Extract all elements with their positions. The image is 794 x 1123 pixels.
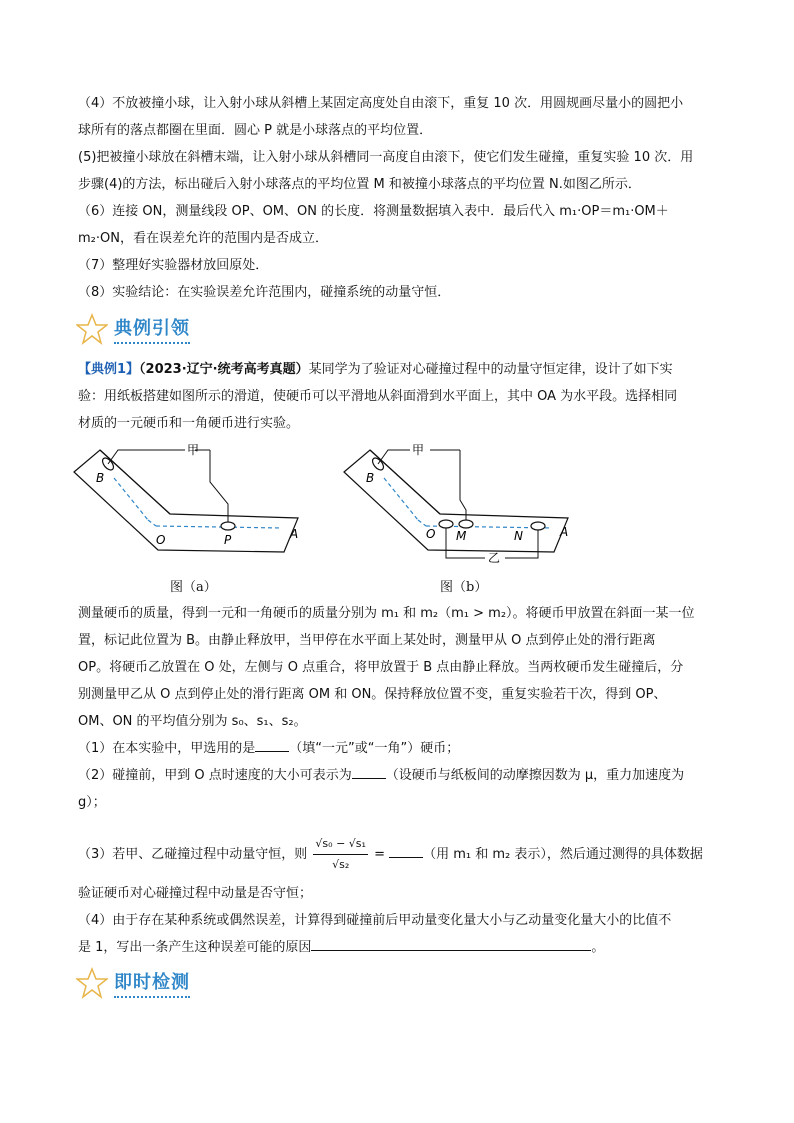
body-line: 别测量甲乙从 O 点到停止处的滑行距离 OM 和 ON。保持释放位置不变，重复实验若干次，得到 OP、 (78, 687, 667, 702)
body-line: 置，标记此位置为 B。由静止释放甲，当甲停在水平面上某处时，测量甲从 O 点到停止处的滑行距离 (78, 633, 656, 648)
answer-blank[interactable] (352, 764, 386, 779)
figure-label: A (290, 527, 299, 541)
answer-blank[interactable] (255, 737, 289, 752)
step-line: （8）实验结论：在实验误差允许范围内，碰撞系统的动量守恒． (78, 285, 451, 300)
step-line: 球所有的落点都圈在里面．圆心 P 就是小球落点的平均位置． (78, 123, 433, 138)
answer-blank[interactable] (311, 936, 591, 951)
example-intro (78, 356, 718, 437)
question-4: （4）由于存在某种系统或偶然误差，计算得到碰撞前后甲动量变化量大小与乙动量变化量大小的比值不 (78, 913, 672, 928)
step-line: 步骤(4)的方法，标出碰后入射小球落点的平均位置 M 和被撞小球落点的平均位置 N.如图乙所示． (78, 177, 641, 192)
intro-text: 验：用纸板搭建如图所示的滑道，使硬币可以平滑地从斜面滑到水平面上，其中 OA 为水平段。选择相同 (78, 389, 678, 404)
answer-blank[interactable] (389, 843, 423, 858)
figure-label: B (366, 471, 375, 485)
step-line: （6）连接 ON，测量线段 OP、OM、ON 的长度．将测量数据填入表中．最后代入 m₁·OP＝m₁·OM＋ (78, 204, 669, 219)
question-2-cont: g）； (78, 795, 106, 810)
figure-label: M (456, 529, 467, 543)
example-tag: 【典例1】 (78, 362, 140, 377)
figure-label: A (560, 525, 569, 539)
figure-label: O (426, 527, 436, 541)
question-3-4 (78, 880, 718, 961)
figure-label: N (514, 529, 523, 543)
body-line: OM、ON 的平均值分别为 s₀、s₁、s₂。 (78, 714, 307, 729)
figure-b-diagram (340, 440, 580, 570)
procedure-steps (78, 90, 718, 306)
question-1: （1）在本实验中，甲选用的是 （填“一元”或“一角”）硬币； (78, 735, 718, 762)
question-3: （3）若甲、乙碰撞过程中动量守恒，则 $\frac{\text{√s₀ − √s₁}}{\text{√s₂}}$ = （用 m₁ 和 m₂ 表示），然后通过测得的具体数据 (78, 834, 718, 875)
star-icon (76, 967, 108, 999)
figure-a-diagram (70, 440, 310, 570)
heading-text: 典例引领 (114, 314, 190, 344)
intro-text: 某同学为了验证对心碰撞过程中的动量守恒定律，设计了如下实 (308, 362, 673, 377)
step-line: （4）不放被撞小球，让入射小球从斜槽上某固定高度处自由滚下，重复 10 次．用圆规画尽量小的圆把小 (78, 96, 684, 111)
formula-fraction: $\frac{\text{√s₀ − √s₁}}{\text{√s₂}}$ (313, 834, 368, 875)
figure-label: 甲 (187, 443, 200, 457)
question-3-cont: 验证硬币对心碰撞过程中动量是否守恒； (78, 886, 313, 901)
step-line: m₂·ON，看在误差允许的范围内是否成立． (78, 231, 328, 246)
star-icon (76, 313, 108, 345)
example-source: （2023·辽宁·统考高考真题） (139, 362, 309, 377)
question-4-cont: 是 1，写出一条产生这种误差可能的原因 。 (78, 934, 718, 961)
figure-a-caption: 图（a） (170, 580, 217, 595)
step-line: （7）整理好实验器材放回原处． (78, 258, 269, 273)
intro-text: 材质的一元硬币和一角硬币进行实验。 (78, 416, 300, 431)
figure-b-caption: 图（b） (440, 580, 488, 595)
figure-label: O (156, 533, 166, 547)
example-body (78, 600, 718, 816)
figure-label: B (96, 471, 105, 485)
section-heading-check (76, 966, 190, 1000)
body-line: OP。将硬币乙放置在 O 处，左侧与 O 点重合，将甲放置于 B 点由静止释放。当两枚硬币发生碰撞后，分 (78, 660, 684, 675)
body-line: 测量硬币的质量，得到一元和一角硬币的质量分别为 m₁ 和 m₂（m₁ > m₂）。将硬币甲放置在斜面一某一位 (78, 606, 695, 621)
question-2: （2）碰撞前，甲到 O 点时速度的大小可表示为 （设硬币与纸板间的动摩擦因数为 μ，重力加速度为 (78, 762, 718, 789)
section-heading-examples (76, 312, 190, 346)
figure-label: 乙 (488, 551, 501, 565)
figure-label: P (224, 533, 232, 547)
figure-label: 甲 (412, 443, 425, 457)
heading-text: 即时检测 (114, 968, 190, 998)
step-line: (5)把被撞小球放在斜槽末端，让入射小球从斜槽同一高度自由滚下，使它们发生碰撞，重复实验 10 次．用 (78, 150, 694, 165)
